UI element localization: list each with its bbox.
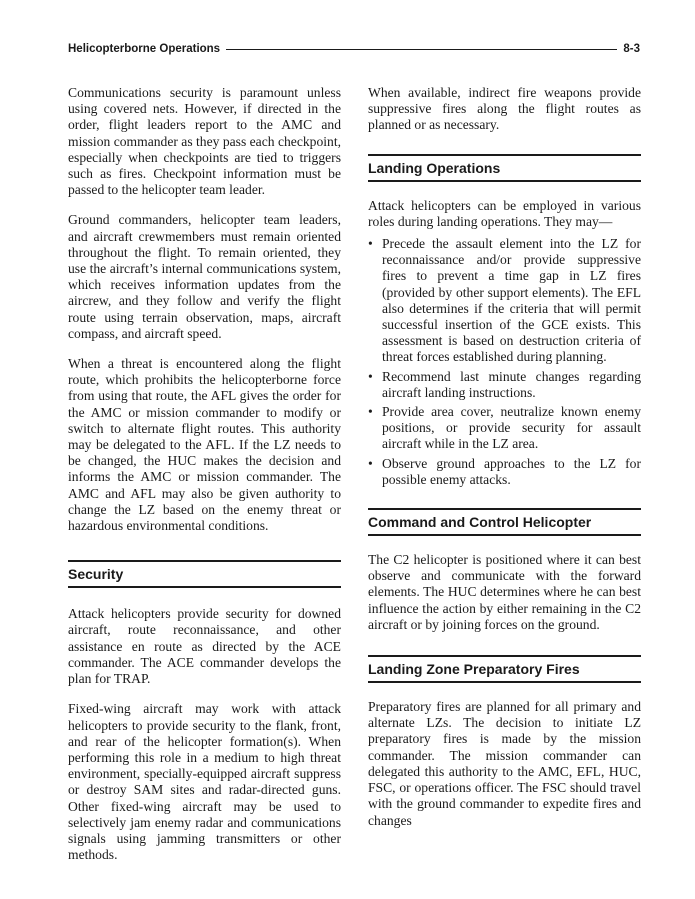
bullet-glyph: • bbox=[368, 236, 373, 252]
list-item: • Precede the assault element into the LZ for reconnaissance and/or provide suppressive fires to prevent a time gap in LZ fires (provided by other support elements). The EFL also determines if the criteria that will permit successful insertion of the GCE exists. This assessment is based on destruction criteria of threat forces established during planning. bbox=[368, 236, 641, 365]
header-title: Helicopterborne Operations bbox=[68, 43, 221, 55]
paragraph-preparatory-fires: Preparatory fires are planned for all primary and alternate LZs. The decision to initiate LZ preparatory fires is made by the mission commander. The mission commander can delegated this authority to the AMC, EFL, HUC, FSC, or operations officer. The FSC should travel with the ground commander to expedite fires and changes bbox=[368, 699, 641, 828]
left-column bbox=[68, 85, 341, 877]
paragraph-attack-helicopter-security: Attack helicopters provide security for downed aircraft, route reconnaissance, and other assistance en route as directed by the ACE commander. The ACE commander develops the plan for TRAP. bbox=[68, 606, 341, 687]
heading-command-control: Command and Control Helicopter bbox=[368, 508, 641, 536]
bullet-glyph: • bbox=[368, 455, 373, 471]
paragraph-orientation: Ground commanders, helicopter team leaders, and aircraft crewmembers must remain oriented throughout the flight. To remain oriented, they use the aircraft’s internal communications system, which receives information updates from the aircrew, and they follow and verify the flight route using terrain observation, maps, aircraft compass, and aircraft speed. bbox=[68, 212, 341, 341]
header-rule bbox=[226, 49, 617, 50]
list-item: • Provide area cover, neutralize known enemy positions, or provide security for assault aircraft while in the LZ area. bbox=[368, 404, 641, 452]
page-number: 8-3 bbox=[623, 43, 640, 55]
bullet-glyph: • bbox=[368, 368, 373, 384]
running-header bbox=[68, 40, 640, 58]
paragraph-c2-helicopter: The C2 helicopter is positioned where it can best observe and communicate with the forward elements. The HUC determines where he can best influence the action by either remaining in the C2 aircraft or by joining forces on the ground. bbox=[368, 552, 641, 632]
landing-roles-list bbox=[368, 236, 641, 488]
paragraph-indirect-fire: When available, indirect fire weapons provide suppressive fires along the flight routes as planned or as necessary. bbox=[368, 85, 641, 133]
paragraph-fixed-wing: Fixed-wing aircraft may work with attack helicopters to provide security to the flank, front, and rear of the helicopter formation(s). When performing this role in a medium to high threat environment, specially-equipped aircraft suppress or destroy SAM sites and radar-directed guns. Other fixed-wing aircraft may be used to selectively jam enemy radar and communications signals using jamming transmitters or other methods. bbox=[68, 701, 341, 863]
bullet-glyph: • bbox=[368, 404, 373, 420]
paragraph-communications-security: Communications security is paramount unless using covered nets. However, if directed in the order, flight leaders report to the AMC and mission commander as they pass each checkpoint, especially when checkpoints are tied to triggers such as fires. Checkpoint information must be passed to the helicopter team leader. bbox=[68, 85, 341, 198]
paragraph-landing-roles: Attack helicopters can be employed in various roles during landing operations. They may— bbox=[368, 197, 641, 229]
paragraph-threat-route: When a threat is encountered along the flight route, which prohibits the helicopterborne force from using that route, the AFL gives the order for the AMC or mission commander to modify or switch to alternate flight routes. This authority may be delegated to the AFL. If the LZ needs to be changed, the HUC makes the decision and informs the AMC or mission commander. The AMC and AFL may also be given authority to change the LZ based on the enemy threat or hazardous environmental conditions. bbox=[68, 356, 341, 534]
heading-lz-preparatory-fires: Landing Zone Preparatory Fires bbox=[368, 655, 641, 683]
right-column bbox=[368, 85, 641, 843]
heading-landing-operations: Landing Operations bbox=[368, 154, 641, 182]
list-item: • Observe ground approaches to the LZ for possible enemy attacks. bbox=[368, 455, 641, 487]
heading-security: Security bbox=[68, 560, 341, 588]
list-item: • Recommend last minute changes regarding aircraft landing instructions. bbox=[368, 368, 641, 400]
